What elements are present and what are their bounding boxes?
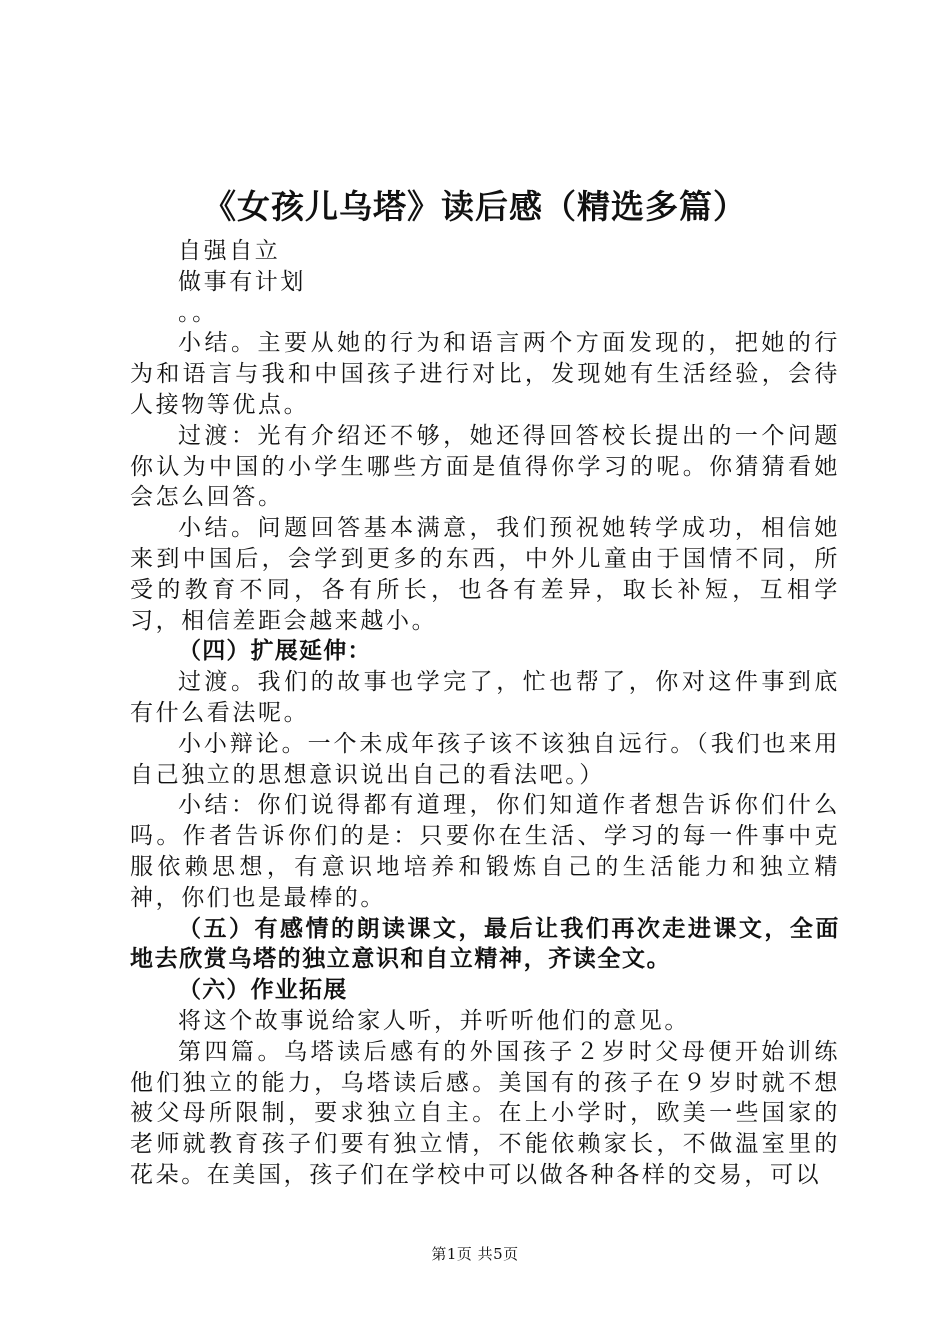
paragraph: 做事有计划 — [178, 268, 306, 295]
document-title: 《女孩儿乌塔》读后感（精选多篇） — [203, 187, 747, 226]
paragraph: 小结。问题回答基本满意，我们预祝她转学成功，相信她来到中国后，会学到更多的东西，中外儿童由于国情不同，所受的教育不同，各有所长，也各有差异，取长补短，互相学习，相信差距会越来越小。 — [130, 515, 840, 634]
section-heading: （六）作业拓展 — [178, 977, 348, 1004]
section-heading: （五）有感情的朗读课文，最后让我们再次走进课文，全面地去欣赏乌塔的独立意识和自立精神，齐读全文。 — [130, 915, 840, 973]
paragraph: 小结：你们说得都有道理，你们知道作者想告诉你们什么吗。作者告诉你们的是：只要你在生活、学习的每一件事中克服依赖思想，有意识地培养和锻炼自己的生活能力和独立精神，你们也是最棒的。 — [130, 792, 840, 911]
section-heading: （四）扩展延伸： — [178, 638, 372, 665]
paragraph: 自强自立 — [178, 238, 281, 264]
paragraph: 过渡。我们的故事也学完了，忙也帮了，你对这件事到底有什么看法呢。 — [130, 669, 840, 726]
page-number-footer: 第1页 共5页 — [431, 1245, 519, 1263]
paragraph: 小小辩论。一个未成年孩子该不该独自远行。（我们也来用自己独立的思想意识说出自己的看法吧。） — [130, 730, 840, 788]
document-body — [130, 236, 840, 1191]
paragraph: 。。 — [178, 299, 218, 326]
paragraph: 过渡：光有介绍还不够，她还得回答校长提出的一个问题你认为中国的小学生哪些方面是值得你学习的呢。你猜猜看她会怎么回答。 — [130, 422, 840, 511]
paragraph: 小结。主要从她的行为和语言两个方面发现的，把她的行为和语言与我和中国孩子进行对比，发现她有生活经验，会待人接物等优点。 — [130, 330, 840, 418]
paragraph: 第四篇。乌塔读后感有的外国孩子２岁时父母便开始训练他们独立的能力，乌塔读后感。美国有的孩子在９岁时就不想被父母所限制，要求独立自主。在上小学时，欧美一些国家的老师就教育孩子们要有独立情，不能依赖家长，不做温室里的花朵。在美国，孩子们在学校中可以做各种各样的交易，可以 — [130, 1038, 840, 1188]
paragraph: 将这个故事说给家人听，并听听他们的意见。 — [178, 1007, 690, 1034]
